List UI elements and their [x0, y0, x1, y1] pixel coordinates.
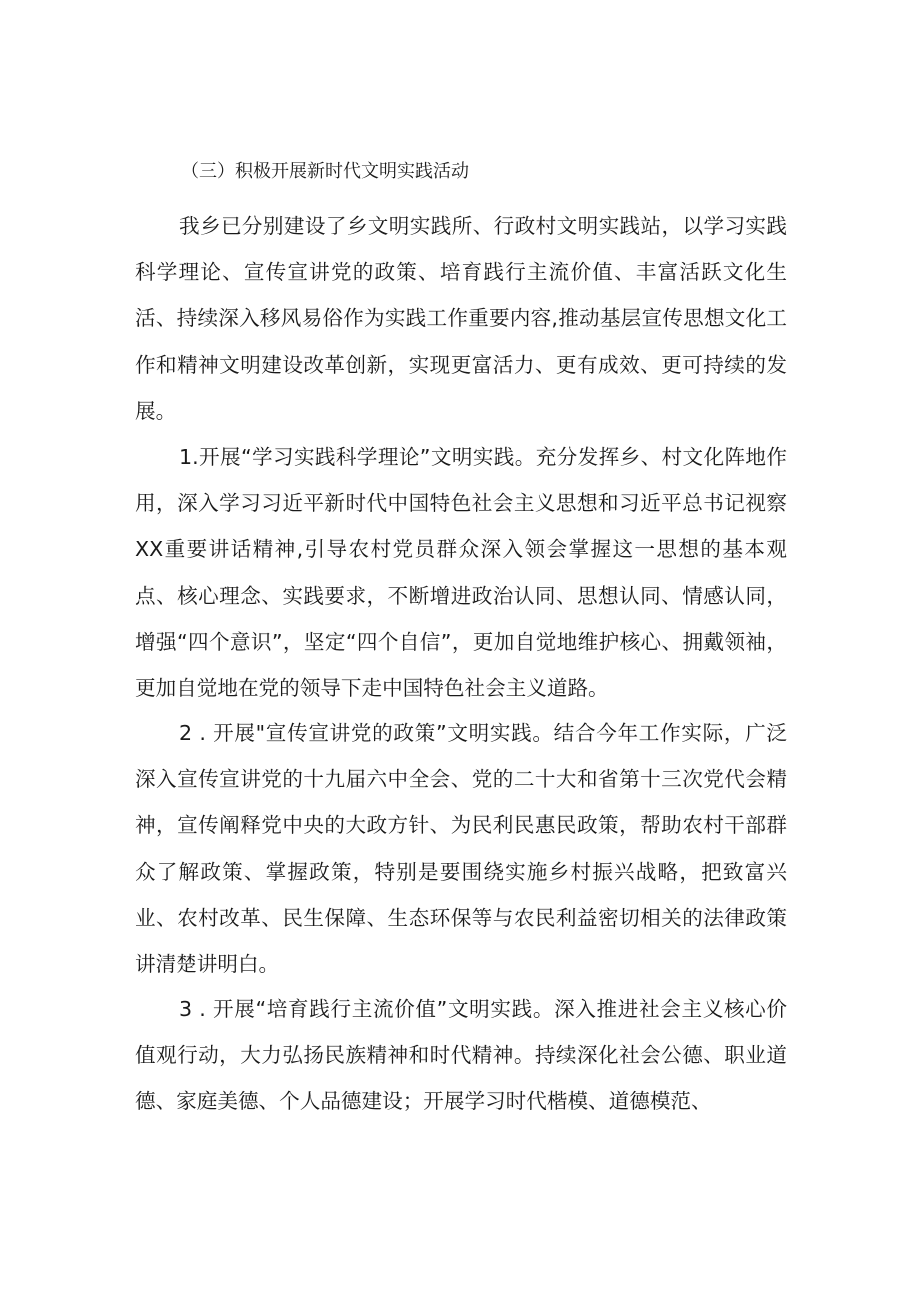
item-1-paragraph: 1.开展“学习实践科学理论”文明实践。充分发挥乡、村文化阵地作用，深入学习习近平新时代中国特色社会主义思想和习近平总书记视察XX重要讲话精神,引导农村党员群众深入领会掌握这一思想的基本观点、核心理念、实践要求，不断增进政治认同、思想认同、情感认同，增强“四个意识”，坚定“四个自信”，更加自觉地维护核心、拥戴领袖，更加自觉地在党的领导下走中国特色社会主义道路。 — [135, 445, 787, 701]
section-heading: （三）积极开展新时代文明实践活动 — [181, 161, 469, 182]
item-3-paragraph: 3 . 开展“培育践行主流价值”文明实践。深入推进社会主义核心价值观行动，大力弘扬民族精神和时代精神。持续深化社会公德、职业道德、家庭美德、个人品德建设；开展学习时代楷模、道德模范、 — [135, 997, 787, 1114]
intro-paragraph: 我乡已分别建设了乡文明实践所、行政村文明实践站，以学习实践科学理论、宣传宣讲党的政策、培育践行主流价值、丰富活跃文化生活、持续深入移风易俗作为实践工作重要内容,推动基层宣传思想文化工作和精神文明建设改革创新，实现更富活力、更有成效、更可持续的发展。 — [135, 214, 787, 423]
item-2-paragraph: 2 . 开展"宣传宣讲党的政策”文明实践。结合今年工作实际，广泛深入宣传宣讲党的十九届六中全会、党的二十大和省第十三次党代会精神，宣传阐释党中央的大政方针、为民利民惠民政策，帮助农村干部群众了解政策、掌握政策，特别是要围绕实施乡村振兴战略，把致富兴业、农村改革、民生保障、生态环保等与农民利益密切相关的法律政策讲清楚讲明白。 — [135, 721, 787, 977]
